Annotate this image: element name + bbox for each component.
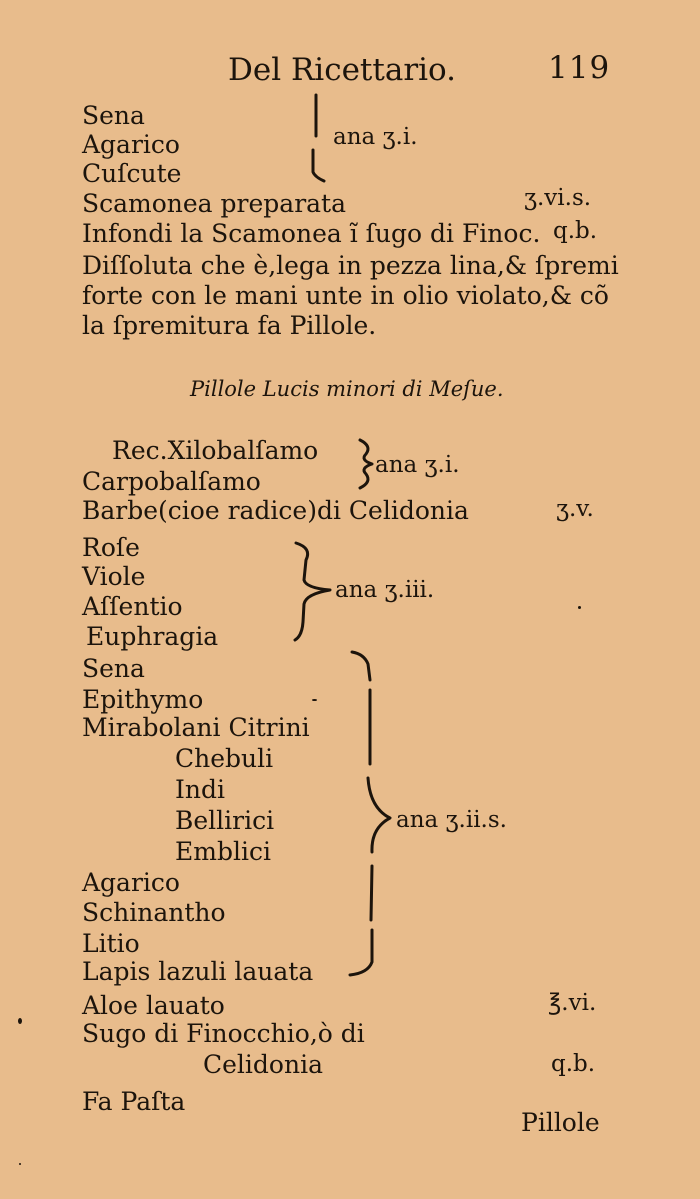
- ink-speck: [18, 1018, 22, 1024]
- barbe-dose: ʒ.v.: [556, 496, 594, 522]
- ingredient-cuscute: Cuſcute: [82, 159, 182, 188]
- ingredient-rose: Roſe: [82, 533, 140, 562]
- instruction-line-2: Diſſoluta che è,lega in pezza lina,& ſpremi: [82, 251, 619, 280]
- ingredient-viole: Viole: [82, 562, 146, 591]
- ingredient-chebuli: Chebuli: [175, 744, 274, 773]
- ingredient-lapis-lazuli: Lapis lazuli lauata: [82, 957, 314, 986]
- ingredient-agarico-2: Agarico: [82, 868, 180, 897]
- brace-group1: [360, 440, 372, 488]
- ingredient-sugo-cont: Celidonia: [203, 1050, 323, 1079]
- ingredient-bellirici: Bellirici: [175, 806, 275, 835]
- ingredient-barbe: Barbe(cioe radice)di Celidonia: [82, 496, 469, 525]
- ingredient-sena: Sena: [82, 101, 145, 130]
- brace-group2: [295, 543, 330, 640]
- ingredient-xilobalsamo: Rec.Xilobalſamo: [112, 436, 319, 465]
- group-dose-2: ana ʒ.i.: [375, 452, 460, 478]
- ink-speck: [312, 699, 317, 701]
- brace-group3: [350, 652, 390, 975]
- ingredient-litio: Litio: [82, 929, 140, 958]
- ink-speck: [19, 1163, 21, 1165]
- group-dose-1: ana ʒ.i.: [333, 124, 418, 150]
- group-dose-4: ana ʒ.ii.s.: [396, 807, 507, 833]
- ingredient-agarico: Agarico: [82, 130, 180, 159]
- group-dose-3: ana ʒ.iii.: [335, 577, 435, 603]
- ingredient-assentio: Aſſentio: [82, 592, 183, 621]
- ingredient-mirabolani: Mirabolani Citrini: [82, 713, 310, 742]
- ingredient-sena-2: Sena: [82, 654, 145, 683]
- ingredient-emblici: Emblici: [175, 837, 271, 866]
- ink-speck: [578, 606, 581, 609]
- ingredient-aloe: Aloe lauato: [82, 991, 225, 1020]
- ingredient-epithymo: Epithymo: [82, 685, 204, 714]
- instruction-line-3: forte con le mani unte in olio violato,& cõ: [82, 281, 609, 310]
- instruction-dose: q.b.: [553, 218, 598, 244]
- page-number: 119: [548, 50, 611, 86]
- instruction-line-1: Infondi la Scamonea ĩ ſugo di Finoc.: [82, 219, 541, 248]
- brace-recipe1: [313, 95, 324, 181]
- recipe-title: Pillole Lucis minori di Meſue.: [190, 377, 504, 401]
- running-header-title: Del Ricettario.: [228, 52, 457, 88]
- scamonea-dose: ʒ.vi.s.: [524, 185, 592, 211]
- ingredient-indi: Indi: [175, 775, 225, 804]
- aloe-dose: ℥.vi.: [548, 990, 597, 1016]
- instruction-pillole: Pillole: [521, 1108, 600, 1137]
- instruction-fa-pasta: Fa Paſta: [82, 1087, 186, 1116]
- ingredient-euphragia: Euphragia: [86, 622, 219, 651]
- ingredient-schinantho: Schinantho: [82, 898, 226, 927]
- ingredient-scamonea: Scamonea preparata: [82, 189, 347, 218]
- ingredient-sugo: Sugo di Finocchio,ò di: [82, 1019, 365, 1048]
- sugo-dose: q.b.: [551, 1051, 596, 1077]
- ingredient-carpobalsamo: Carpobalſamo: [82, 467, 261, 496]
- instruction-line-4: la ſpremitura fa Pillole.: [82, 311, 377, 340]
